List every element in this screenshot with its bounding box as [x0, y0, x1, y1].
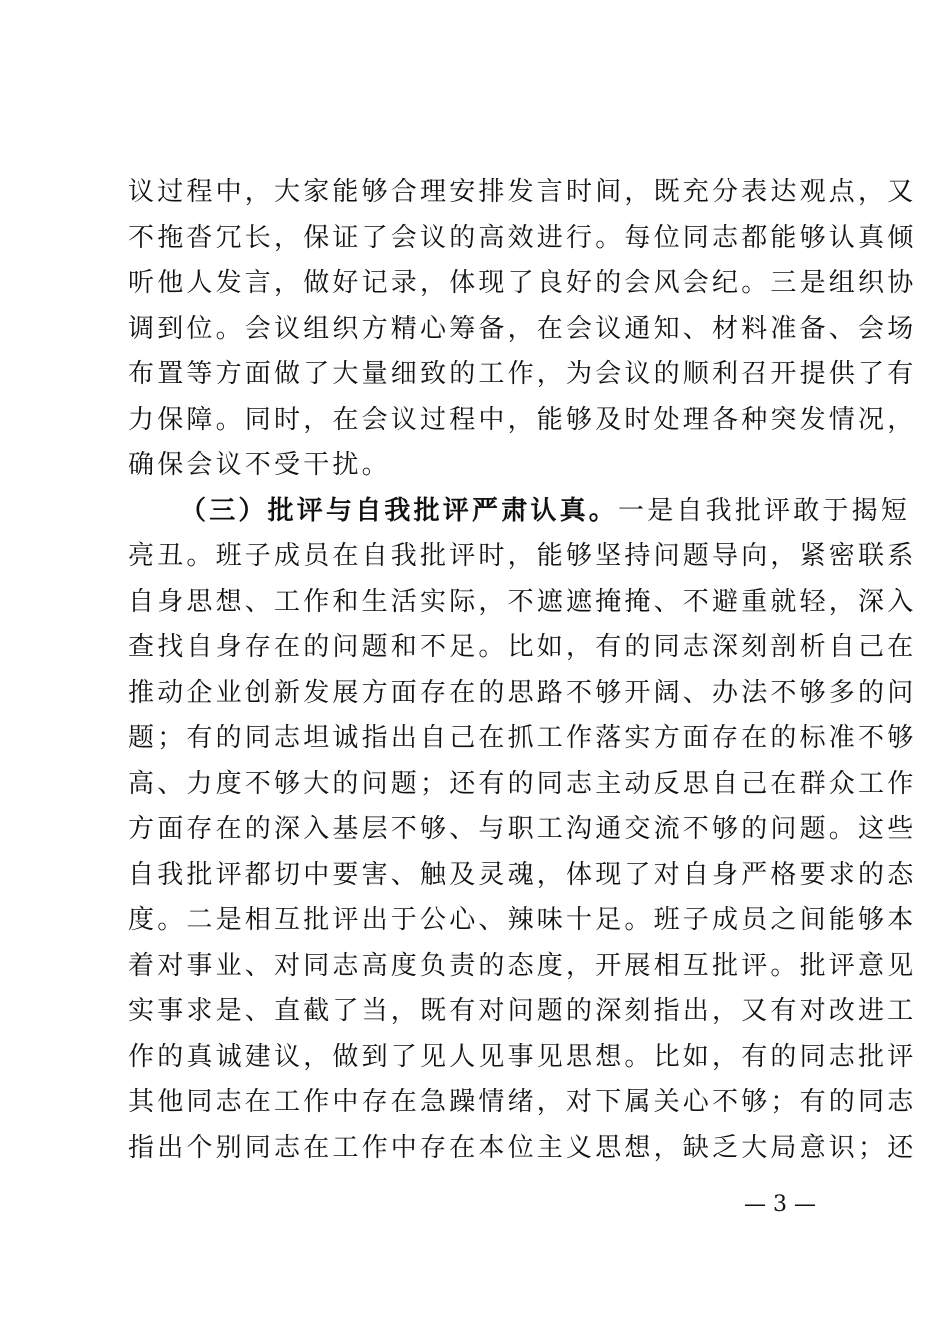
text-line: 调到位。会议组织方精心筹备，在会议通知、材料准备、会场	[128, 313, 917, 344]
text-line: 查找自身存在的问题和不足。比如，有的同志深刻剖析自己在	[128, 632, 917, 662]
text-line: 指出个别同志在工作中存在本位主义思想，缺乏大局意识；还	[128, 1132, 917, 1163]
text-line: 推动企业创新发展方面存在的思路不够开阔、办法不够多的问	[128, 677, 917, 708]
section-heading-line	[128, 489, 911, 535]
text-line: 实事求是、直截了当，既有对问题的深刻指出，又有对改进工	[128, 996, 917, 1026]
section-heading-rest: 一是自我批评敢于揭短	[618, 495, 911, 526]
text-line: 自身思想、工作和生活实际，不遮遮掩掩、不避重就轻，深入	[128, 586, 917, 617]
text-line: 作的真诚建议，做到了见人见事见思想。比如，有的同志批评	[128, 1041, 917, 1072]
text-line: 亮丑。班子成员在自我批评时，能够坚持问题导向，紧密联系	[128, 541, 917, 571]
text-line: 确保会议不受干扰。	[128, 450, 391, 480]
body-text	[128, 170, 917, 1171]
text-line: 自我批评都切中要害、触及灵魂，体现了对自身严格要求的态	[128, 859, 917, 890]
text-line: 其他同志在工作中存在急躁情绪，对下属关心不够；有的同志	[128, 1087, 917, 1117]
text-line: 议过程中，大家能够合理安排发言时间，既充分表达观点，又	[128, 177, 917, 207]
page-number: — 3 —	[744, 1192, 816, 1217]
text-line: 布置等方面做了大量细致的工作，为会议的顺利召开提供了有	[128, 359, 917, 389]
section-heading: （三）批评与自我批评严肃认真。	[180, 495, 619, 526]
text-line: 听他人发言，做好记录，体现了良好的会风会纪。三是组织协	[128, 268, 917, 298]
text-line: 着对事业、对同志高度负责的态度，开展相互批评。批评意见	[128, 950, 917, 981]
text-line: 题；有的同志坦诚指出自己在抓工作落实方面存在的标准不够	[128, 723, 917, 753]
text-line: 度。二是相互批评出于公心、辣味十足。班子成员之间能够本	[128, 905, 917, 935]
text-line: 高、力度不够大的问题；还有的同志主动反思自己在群众工作	[128, 768, 917, 799]
text-line: 力保障。同时，在会议过程中，能够及时处理各种突发情况，	[128, 404, 917, 435]
text-line: 方面存在的深入基层不够、与职工沟通交流不够的问题。这些	[128, 814, 917, 844]
text-line: 不拖沓冗长，保证了会议的高效进行。每位同志都能够认真倾	[128, 222, 917, 253]
